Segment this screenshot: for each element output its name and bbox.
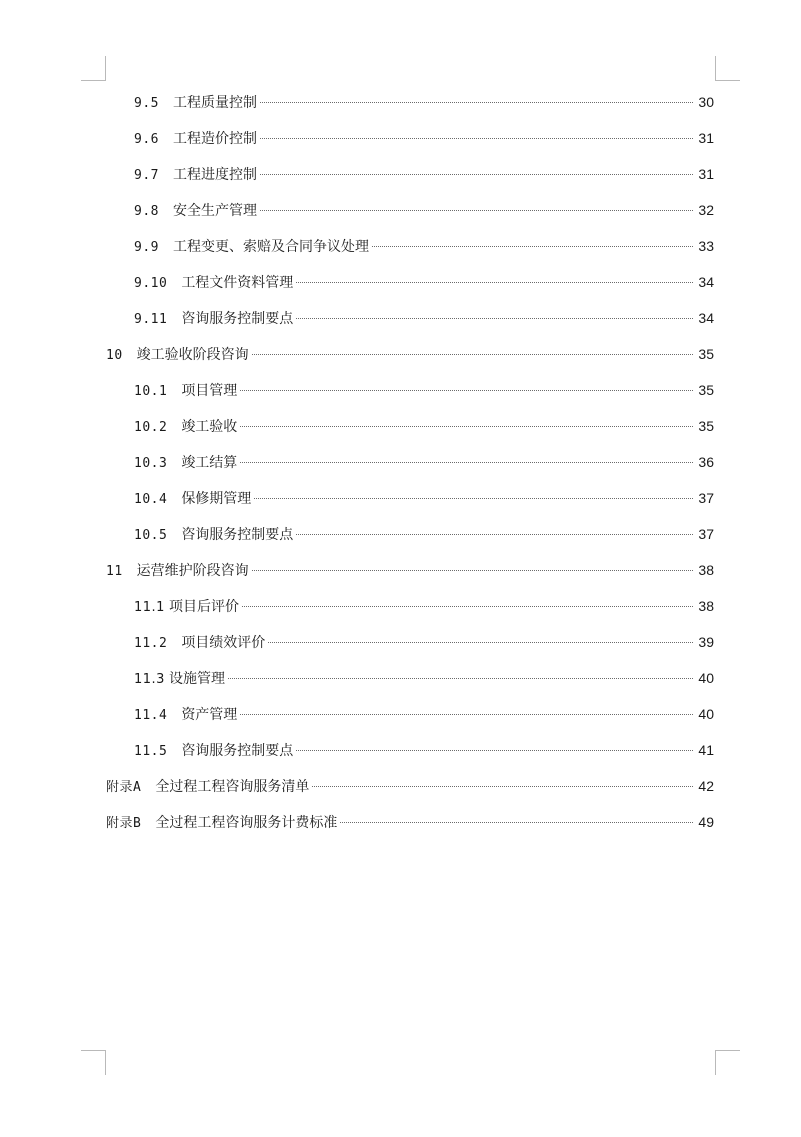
toc-entry-title: 资产管理 [181, 707, 238, 723]
toc-entry-title: 工程质量控制 [172, 95, 257, 111]
toc-entry-title: 工程进度控制 [172, 167, 257, 183]
toc-entry-number: 9.5 [134, 96, 159, 111]
toc-entry-page-number: 35 [698, 346, 714, 362]
toc-entry-number: 10.4 [134, 492, 168, 507]
toc-dot-leader [240, 390, 693, 391]
toc-entry-title: 工程文件资料管理 [181, 275, 294, 291]
toc-entry-number: 9.6 [134, 132, 159, 147]
toc-dot-leader [260, 174, 693, 175]
toc-entry-title: 全过程工程咨询服务清单 [155, 779, 310, 795]
toc-entry[interactable] [106, 775, 714, 811]
toc-entry[interactable] [106, 595, 714, 631]
toc-entry-page-number: 37 [698, 490, 714, 506]
crop-mark-bottom-right [715, 1050, 740, 1075]
toc-entry-page-number: 32 [698, 202, 714, 218]
toc-entry-number: 11.4 [134, 708, 168, 723]
toc-entry-number: 11 [106, 564, 123, 579]
toc-dot-leader [312, 786, 693, 787]
toc-dot-leader [296, 534, 693, 535]
toc-entry-number: 11.1 [134, 600, 165, 615]
toc-entry-page-number: 49 [698, 814, 714, 830]
toc-entry-number: 9.11 [134, 312, 168, 327]
crop-mark-top-right [715, 56, 740, 81]
table-of-contents [106, 91, 714, 847]
toc-entry[interactable] [106, 271, 714, 307]
toc-entry-page-number: 31 [698, 166, 714, 182]
toc-entry-page-number: 33 [698, 238, 714, 254]
toc-entry-page-number: 35 [698, 382, 714, 398]
crop-mark-top-left [81, 56, 106, 81]
toc-entry-page-number: 36 [698, 454, 714, 470]
toc-entry-title: 工程造价控制 [172, 131, 257, 147]
toc-entry-page-number: 30 [698, 94, 714, 110]
toc-dot-leader [260, 138, 693, 139]
toc-entry-number: 9.10 [134, 276, 168, 291]
toc-entry-page-number: 39 [698, 634, 714, 650]
toc-entry[interactable] [106, 379, 714, 415]
toc-dot-leader [252, 354, 693, 355]
toc-dot-leader [260, 102, 693, 103]
toc-dot-leader [252, 570, 693, 571]
toc-entry-number: 附录B [106, 816, 142, 831]
toc-entry[interactable] [106, 451, 714, 487]
toc-entry-title: 项目管理 [181, 383, 238, 399]
toc-entry[interactable] [106, 91, 714, 127]
toc-entry[interactable] [106, 667, 714, 703]
toc-entry-number: 11.3 [134, 672, 165, 687]
toc-entry[interactable] [106, 631, 714, 667]
toc-entry-title: 竣工结算 [181, 455, 238, 471]
toc-entry-number: 10.2 [134, 420, 168, 435]
toc-entry-page-number: 42 [698, 778, 714, 794]
toc-entry[interactable] [106, 343, 714, 379]
toc-entry-page-number: 38 [698, 598, 714, 614]
toc-entry-title: 项目绩效评价 [181, 635, 266, 651]
toc-entry-title: 咨询服务控制要点 [181, 311, 294, 327]
toc-entry[interactable] [106, 415, 714, 451]
toc-entry-page-number: 37 [698, 526, 714, 542]
toc-entry-title: 安全生产管理 [172, 203, 257, 219]
toc-dot-leader [240, 462, 693, 463]
toc-dot-leader [242, 606, 693, 607]
toc-entry-title: 运营维护阶段咨询 [136, 563, 249, 579]
toc-entry[interactable] [106, 199, 714, 235]
toc-dot-leader [254, 498, 693, 499]
toc-entry-page-number: 40 [698, 706, 714, 722]
toc-entry-number: 10.5 [134, 528, 168, 543]
toc-entry[interactable] [106, 559, 714, 595]
toc-entry[interactable] [106, 307, 714, 343]
toc-entry-number: 10 [106, 348, 123, 363]
toc-entry-number: 9.9 [134, 240, 159, 255]
toc-dot-leader [296, 282, 693, 283]
toc-dot-leader [240, 426, 693, 427]
toc-entry-title: 咨询服务控制要点 [181, 527, 294, 543]
toc-dot-leader [372, 246, 693, 247]
crop-mark-bottom-left [81, 1050, 106, 1075]
toc-entry-page-number: 40 [698, 670, 714, 686]
toc-entry-title: 全过程工程咨询服务计费标准 [155, 815, 338, 831]
toc-entry-number: 11.2 [134, 636, 168, 651]
toc-entry-title: 咨询服务控制要点 [181, 743, 294, 759]
toc-entry-number: 附录A [106, 780, 142, 795]
toc-entry-title: 保修期管理 [181, 491, 252, 507]
toc-entry-page-number: 31 [698, 130, 714, 146]
toc-entry[interactable] [106, 739, 714, 775]
toc-entry-title: 项目后评价 [168, 599, 239, 615]
toc-entry[interactable] [106, 487, 714, 523]
toc-entry-number: 11.5 [134, 744, 168, 759]
toc-entry-title: 竣工验收阶段咨询 [136, 347, 249, 363]
toc-dot-leader [296, 750, 693, 751]
toc-dot-leader [340, 822, 693, 823]
toc-entry[interactable] [106, 703, 714, 739]
toc-dot-leader [228, 678, 693, 679]
toc-entry[interactable] [106, 523, 714, 559]
toc-entry-page-number: 35 [698, 418, 714, 434]
toc-entry[interactable] [106, 127, 714, 163]
toc-entry-page-number: 34 [698, 274, 714, 290]
toc-entry-page-number: 34 [698, 310, 714, 326]
toc-entry-title: 竣工验收 [181, 419, 238, 435]
toc-dot-leader [268, 642, 693, 643]
toc-entry-title: 设施管理 [168, 671, 225, 687]
toc-entry[interactable] [106, 235, 714, 271]
toc-dot-leader [260, 210, 693, 211]
toc-entry-number: 9.7 [134, 168, 159, 183]
toc-entry-number: 10.3 [134, 456, 168, 471]
toc-entry-page-number: 41 [698, 742, 714, 758]
toc-entry-number: 10.1 [134, 384, 168, 399]
toc-entry-page-number: 38 [698, 562, 714, 578]
toc-entry[interactable] [106, 811, 714, 847]
toc-dot-leader [240, 714, 693, 715]
toc-entry-title: 工程变更、索赔及合同争议处理 [172, 239, 369, 255]
toc-entry[interactable] [106, 163, 714, 199]
toc-dot-leader [296, 318, 693, 319]
toc-entry-number: 9.8 [134, 204, 159, 219]
